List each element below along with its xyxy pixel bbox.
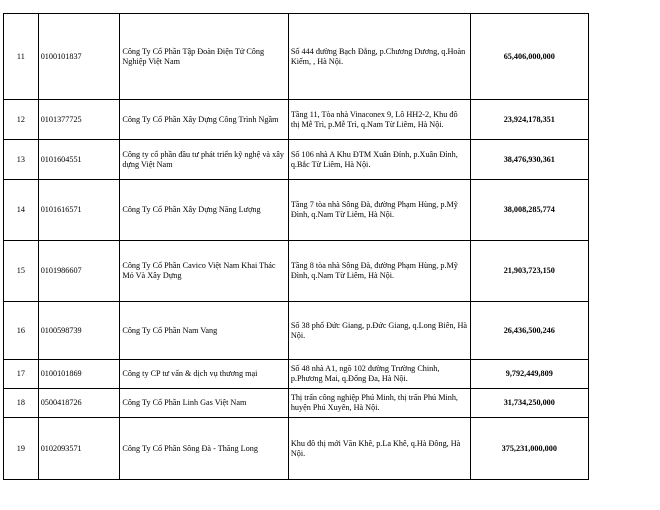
- company-address: Khu đô thị mới Văn Khê, p.La Khê, q.Hà Đông, Hà Nội.: [288, 418, 470, 480]
- tax-code: 0101986607: [38, 241, 120, 302]
- debt-amount: 31,734,250,000: [470, 389, 588, 418]
- table-row: [4, 302, 589, 360]
- table-row: [4, 100, 589, 140]
- row-number: 17: [4, 360, 39, 389]
- company-name: Công Ty Cổ Phần Linh Gas Việt Nam: [120, 389, 288, 418]
- row-number: 18: [4, 389, 39, 418]
- row-number: 19: [4, 418, 39, 480]
- tax-code: 0100598739: [38, 302, 120, 360]
- company-address: Tầng 11, Tòa nhà Vinaconex 9, Lô HH2-2, Khu đô thị Mễ Trì, p.Mễ Trì, q.Nam Từ Liêm, Hà Nội.: [288, 100, 470, 140]
- tax-code: 0101377725: [38, 100, 120, 140]
- company-name: Công Ty Cổ Phần Xây Dựng Năng Lượng: [120, 180, 288, 241]
- tax-code: 0500418726: [38, 389, 120, 418]
- debt-amount: 9,792,449,809: [470, 360, 588, 389]
- row-number: 12: [4, 100, 39, 140]
- row-number: 13: [4, 140, 39, 180]
- debt-amount: 38,008,285,774: [470, 180, 588, 241]
- tax-code: 0101604551: [38, 140, 120, 180]
- debt-amount: 21,903,723,150: [470, 241, 588, 302]
- row-number: 15: [4, 241, 39, 302]
- company-address: Số 38 phố Đức Giang, p.Đức Giang, q.Long Biên, Hà Nội.: [288, 302, 470, 360]
- table-row: [4, 418, 589, 480]
- row-number: 11: [4, 14, 39, 100]
- company-address: Số 106 nhà A Khu ĐTM Xuân Đỉnh, p.Xuân Đỉnh, q.Bắc Từ Liêm, Hà Nội.: [288, 140, 470, 180]
- table-row: [4, 140, 589, 180]
- company-name: Công Ty Cổ Phần Tập Đoàn Điện Tử Công Nghiệp Việt Nam: [120, 14, 288, 100]
- company-address: Số 444 đường Bạch Đằng, p.Chương Dương, q.Hoàn Kiếm, , Hà Nội.: [288, 14, 470, 100]
- company-address: Số 48 nhà A1, ngõ 102 đường Trường Chinh, p.Phương Mai, q.Đống Đa, Hà Nội.: [288, 360, 470, 389]
- table-row: [4, 241, 589, 302]
- company-name: Công ty CP tư vấn & dịch vụ thương mại: [120, 360, 288, 389]
- debt-table: [3, 13, 589, 480]
- tax-code: 0102093571: [38, 418, 120, 480]
- table-row: [4, 180, 589, 241]
- debt-amount: 23,924,178,351: [470, 100, 588, 140]
- debt-amount: 375,231,000,000: [470, 418, 588, 480]
- company-name: Công Ty Cổ Phần Sông Đà - Thăng Long: [120, 418, 288, 480]
- table-row: [4, 360, 589, 389]
- debt-amount: 65,406,000,000: [470, 14, 588, 100]
- tax-code: 0100101869: [38, 360, 120, 389]
- company-name: Công Ty Cổ Phần Nam Vang: [120, 302, 288, 360]
- table-row: [4, 14, 589, 100]
- tax-code: 0100101837: [38, 14, 120, 100]
- row-number: 16: [4, 302, 39, 360]
- company-address: Tầng 7 tòa nhà Sông Đà, đường Phạm Hùng, p.Mỹ Đình, q.Nam Từ Liêm, Hà Nội.: [288, 180, 470, 241]
- debt-amount: 26,436,500,246: [470, 302, 588, 360]
- table-row: [4, 389, 589, 418]
- row-number: 14: [4, 180, 39, 241]
- company-name: Công ty cổ phần đầu tư phát triển kỹ nghệ và xây dựng Việt Nam: [120, 140, 288, 180]
- company-name: Công Ty Cổ Phần Cavico Việt Nam Khai Thác Mỏ Và Xây Dựng: [120, 241, 288, 302]
- company-address: Tầng 8 tòa nhà Sông Đà, đường Phạm Hùng, p.Mỹ Đình, q.Nam Từ Liêm, Hà Nội.: [288, 241, 470, 302]
- tax-code: 0101616571: [38, 180, 120, 241]
- company-name: Công Ty Cổ Phần Xây Dựng Công Trình Ngầm: [120, 100, 288, 140]
- debt-amount: 38,476,930,361: [470, 140, 588, 180]
- company-address: Thị trấn công nghiệp Phú Minh, thị trấn Phú Minh, huyện Phú Xuyên, Hà Nội.: [288, 389, 470, 418]
